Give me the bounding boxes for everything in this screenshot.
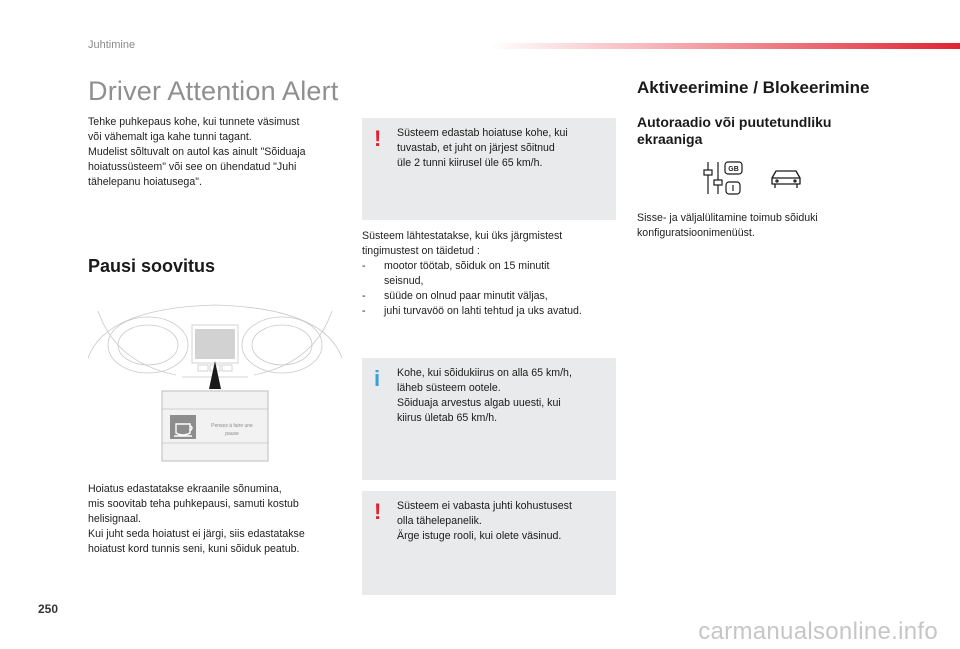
intro-line: Tehke puhkepaus kohe, kui tunnete väsimust: [88, 116, 300, 128]
notice-line: Ärge istuge rooli, kui olete väsinud.: [397, 530, 562, 542]
condition-item: [362, 304, 616, 319]
condition-item: [362, 259, 616, 289]
notice-line: Süsteem edastab hoiatuse kohe, kui: [397, 127, 568, 139]
page-number: 250: [38, 602, 59, 616]
conditions-intro-line: tingimustest on täidetud :: [362, 245, 480, 257]
intro-line: Mudelist sõltuvalt on autol kas ainult "Sõiduaja: [88, 146, 306, 158]
alert-description: [88, 482, 350, 557]
condition-line: mootor töötab, sõiduk on 15 minutit: [384, 260, 550, 272]
radio-subheading: [637, 114, 877, 148]
activation-heading: Aktiveerimine / Blokeerimine: [637, 78, 870, 97]
radio-subheading-line: ekraaniga: [637, 131, 703, 147]
header-accent-bar: [490, 43, 960, 49]
intro-paragraph: [88, 115, 350, 190]
reset-conditions: [362, 229, 616, 319]
alert-line: Kui juht seda hoiatust ei järgi, siis edastatakse: [88, 528, 305, 540]
configuration-line: konfiguratsioonimenüüst.: [637, 227, 755, 239]
radio-subheading-line: Autoraadio või puutetundliku: [637, 114, 832, 130]
alert-line: mis soovitab teha puhkepausi, samuti kostub: [88, 498, 299, 510]
car-icon: [772, 171, 800, 188]
pausi-heading: Pausi soovitus: [88, 256, 216, 276]
info-icon: i: [374, 366, 381, 391]
notice-line: kiirus ületab 65 km/h.: [397, 412, 498, 424]
intro-line: või vähemalt iga kahe tunni tagant.: [88, 131, 252, 143]
notice-text: [397, 366, 607, 426]
settings-badge-gb: GB: [728, 166, 739, 173]
list-dash: -: [362, 260, 366, 272]
condition-line: seisnud,: [384, 275, 424, 287]
page-title: Driver Attention Alert: [88, 76, 339, 106]
warning-exclamation-icon: !: [374, 499, 382, 524]
display-message-line-1: Pensez à faire une: [211, 423, 253, 429]
notice-line: Süsteem ei vabasta juhti kohustusest: [397, 500, 572, 512]
list-dash: -: [362, 290, 366, 302]
condition-line: süüde on olnud paar minutit väljas,: [384, 290, 548, 302]
settings-badge-i: I: [731, 184, 735, 193]
notice-text: [397, 126, 607, 171]
notice-line: tuvastab, et juht on järjest sõitnud: [397, 142, 555, 154]
intro-line: tähelepanu hoiatusega".: [88, 176, 202, 188]
configuration-line: Sisse- ja väljalülitamine toimub sõiduki: [637, 212, 818, 224]
dashboard-illustration: [86, 303, 344, 463]
notice-line: üle 2 tunni kiirusel üle 65 km/h.: [397, 157, 543, 169]
info-notice: [362, 358, 616, 480]
alert-line: hoiatust kord tunnis seni, kuni sõiduk peatub.: [88, 543, 300, 555]
notice-line: läheb süsteem ootele.: [397, 382, 501, 394]
intro-line: hoiatussüsteem" või see on ühendatud "Juhi: [88, 161, 297, 173]
notice-text: [397, 499, 607, 544]
configuration-text: [637, 211, 877, 241]
cluster-screen: [195, 329, 235, 359]
warning-notice: [362, 118, 616, 220]
condition-line: juhi turvavöö on lahti tehtud ja uks avatud.: [384, 305, 582, 317]
notice-line: Sõiduaja arvestus algab uuesti, kui: [397, 397, 561, 409]
alert-line: helisignaal.: [88, 513, 142, 525]
list-dash: -: [362, 305, 366, 317]
watermark: carmanualsonline.info: [698, 618, 938, 645]
section-label: Juhtimine: [88, 39, 136, 51]
warning-notice: [362, 491, 616, 595]
notice-line: olla tähelepanelik.: [397, 515, 482, 527]
alert-line: Hoiatus edastatakse ekraanile sõnumina,: [88, 483, 282, 495]
configuration-icons: [700, 160, 810, 196]
conditions-intro-line: Süsteem lähtestatakse, kui üks järgmistest: [362, 230, 563, 242]
condition-item: [362, 289, 616, 304]
notice-line: Kohe, kui sõidukiirus on alla 65 km/h,: [397, 367, 572, 379]
display-message-line-2: pause: [225, 431, 239, 437]
warning-exclamation-icon: !: [374, 126, 382, 151]
